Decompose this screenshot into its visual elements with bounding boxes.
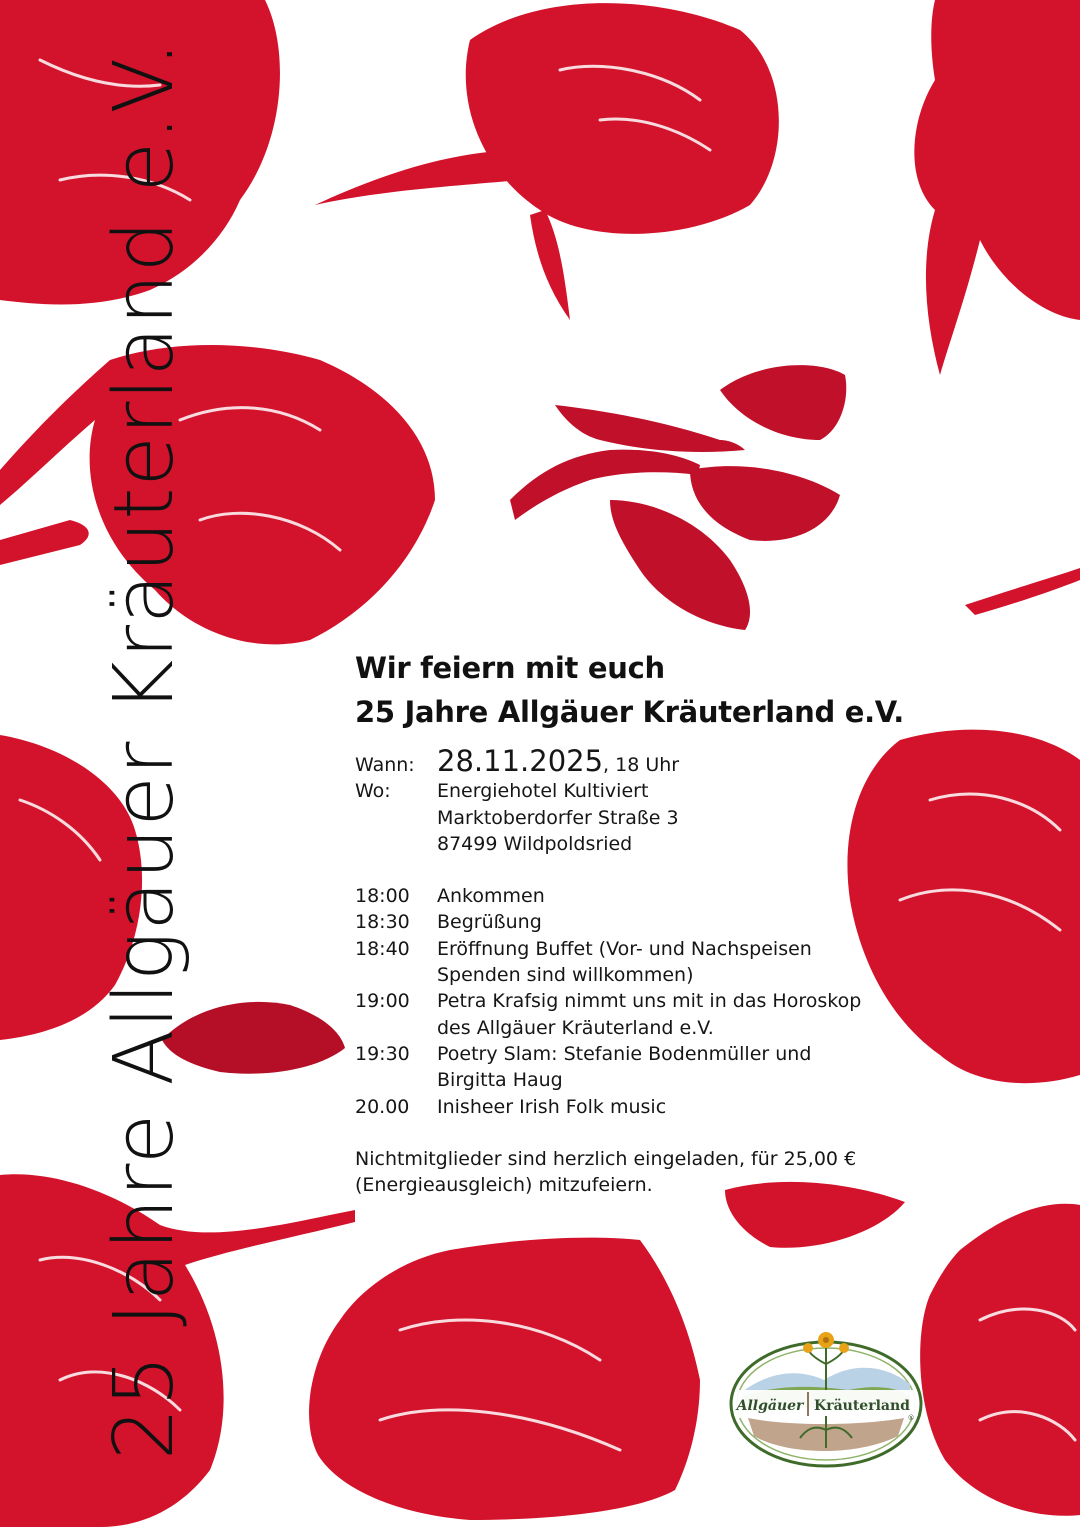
address-street-row [355, 805, 915, 831]
where-label: Wo: [355, 780, 391, 803]
event-info [355, 746, 915, 857]
when-label: Wann: [355, 754, 415, 776]
heading-line-1: Wir feiern mit euch [355, 651, 665, 685]
schedule-item [355, 909, 915, 935]
schedule-description: Birgitta Haug [437, 1069, 563, 1092]
schedule-description: Petra Krafsig nimmt uns mit in das Horoskop [437, 990, 862, 1013]
schedule-item [355, 988, 915, 1014]
schedule-item [355, 1041, 915, 1067]
schedule-list [355, 883, 915, 1120]
schedule-description: Eröffnung Buffet (Vor- und Nachspeisen [437, 937, 812, 960]
logo-word-allgaeuer: Allgäuer [736, 1398, 804, 1414]
where-row [355, 778, 915, 804]
schedule-description: Begrüßung [437, 911, 542, 934]
guest-note-line-1: Nichtmitglieder sind herzlich eingeladen, für 25,00 € [355, 1147, 857, 1170]
schedule-item-continuation [355, 1067, 915, 1093]
schedule-description: Inisheer Irish Folk music [437, 1095, 667, 1118]
schedule-time: 19:30 [355, 1042, 410, 1065]
vertical-anniversary-title: 25 Jahre Allgäuer Kräuterland e.V. [97, 40, 192, 1460]
guest-note [355, 1146, 915, 1199]
schedule-description: des Allgäuer Kräuterland e.V. [437, 1016, 714, 1039]
schedule-time: 18:30 [355, 911, 410, 934]
schedule-item [355, 936, 915, 962]
schedule-time: 18:40 [355, 937, 410, 960]
allgaeuer-kraeuterland-logo [728, 1326, 924, 1472]
address-city: 87499 Wildpoldsried [437, 832, 633, 855]
schedule-item [355, 883, 915, 909]
venue-name: Energiehotel Kultiviert [437, 780, 649, 803]
schedule-time: 19:00 [355, 990, 410, 1013]
heading-line-2: 25 Jahre Allgäuer Kräuterland e.V. [355, 695, 904, 729]
when-row [355, 746, 915, 778]
guest-note-line-2: (Energieausgleich) mitzufeiern. [355, 1174, 653, 1197]
event-date: 28.11.2025 [437, 744, 604, 778]
invitation-content [355, 646, 915, 1198]
logo-word-kraeuterland: Kräuterland [814, 1398, 910, 1414]
schedule-description: Ankommen [437, 885, 545, 908]
schedule-time: 18:00 [355, 885, 410, 908]
event-time: , 18 Uhr [603, 754, 680, 776]
schedule-time: 20.00 [355, 1095, 410, 1118]
logo-registered-mark: ® [907, 1414, 915, 1422]
address-street: Marktoberdorfer Straße 3 [437, 806, 679, 829]
schedule-description: Spenden sind willkommen) [437, 964, 694, 987]
schedule-item-continuation [355, 962, 915, 988]
invitation-heading [355, 646, 915, 734]
schedule-item [355, 1094, 915, 1120]
address-city-row [355, 831, 915, 857]
schedule-description: Poetry Slam: Stefanie Bodenmüller und [437, 1042, 812, 1065]
schedule-item-continuation [355, 1015, 915, 1041]
